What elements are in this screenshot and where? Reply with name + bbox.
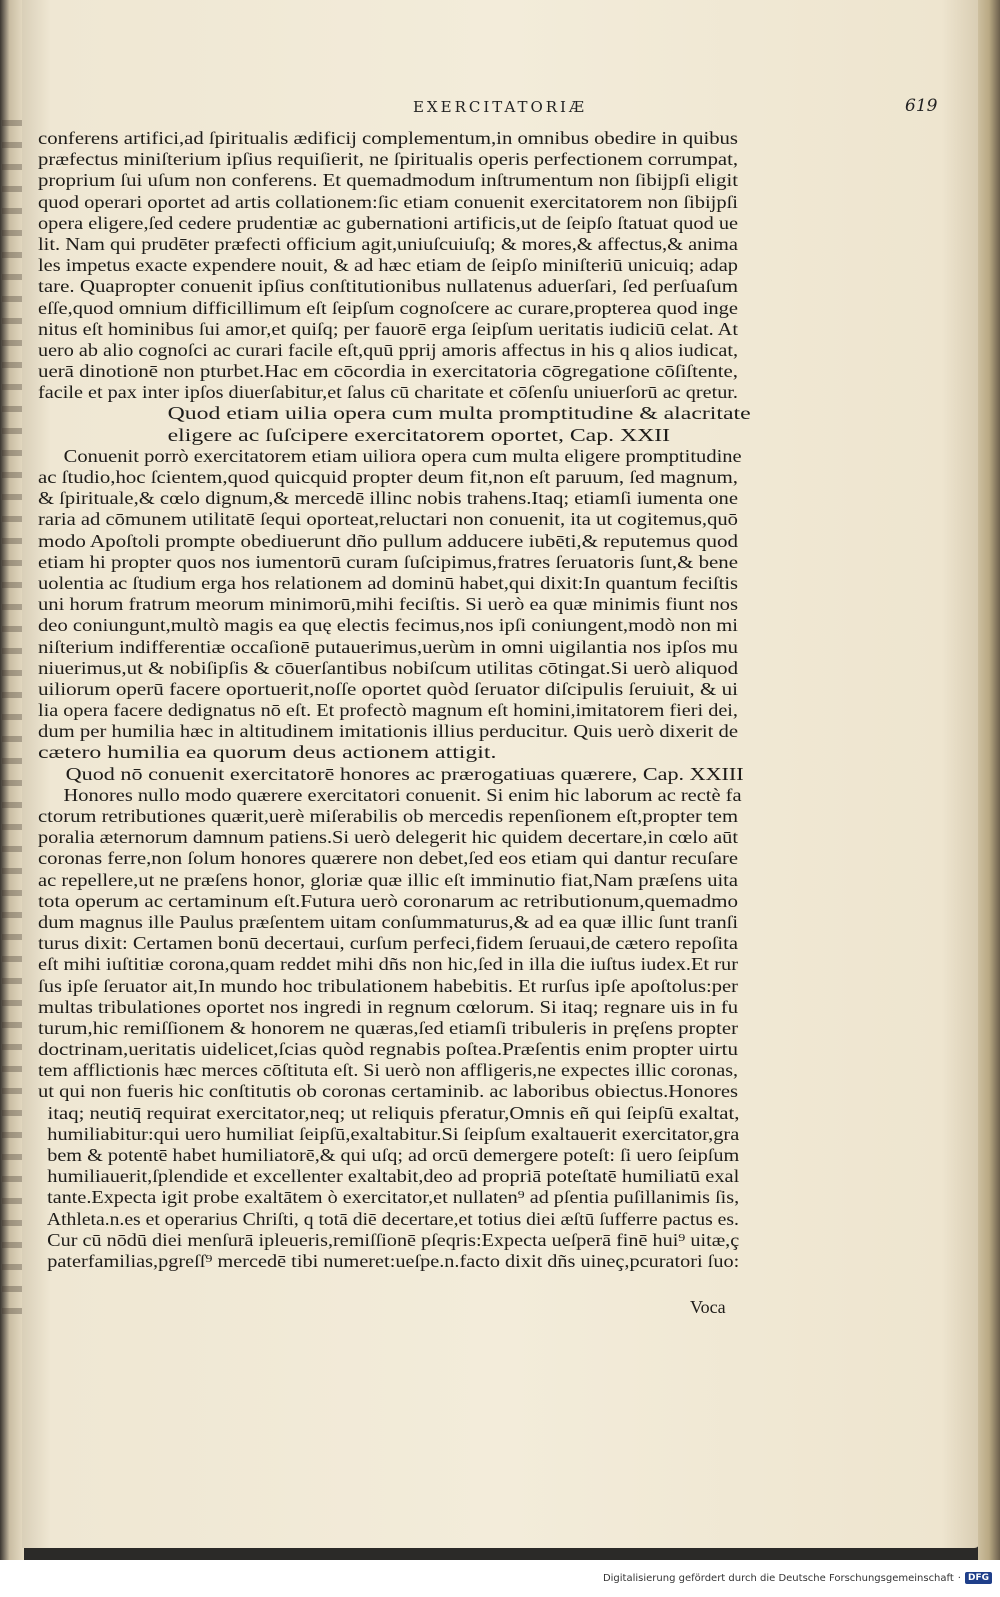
text-line: bem & potentē habet humiliatorē,& qui uſq; ad orcū demergere poteſt: ſi uero ſeipſum xyxy=(47,1145,740,1165)
text-line: Cur cū nōdū diei menſurā ipleueris,remiſſionē pſeqris:Expecta ueſperā finē hui⁹ uitæ,ç xyxy=(47,1229,740,1250)
text-line: ac repellere,ut ne præſens honor, gloriæ quæ illic eſt imminutio fiat,Nam præſens uita xyxy=(38,869,738,890)
text-line: cætero humilia ea quorum deus actionem attigit. xyxy=(38,742,497,763)
text-line: opera eligere,ſed cedere prudentiæ ac gubernationi artificis,ut de ſeipſo ſtatuat quod ue xyxy=(38,212,738,233)
text-line: & ſpirituale,& cœlo dignum,& mercedē illinc nobis trahens.Itaq; etiamſi iumenta one xyxy=(38,488,738,509)
footer-text: Digitalisierung gefördert durch die Deutsche Forschungsgemeinschaft xyxy=(602,1572,954,1584)
text-line: Honores nullo modo quærere exercitatori conuenit. Si enim hic laborum ac rectè fa xyxy=(63,784,742,805)
dfg-logo: DFG xyxy=(965,1572,992,1584)
text-line: modo Apoſtoli prompte obediuerunt dño pullum adducere iubēti,& reputemus quod xyxy=(38,530,738,551)
text-line: uero ab alio cognoſci ac curari facile eſt,quū pprij amoris affectus in his q alios iudicat, xyxy=(38,339,738,360)
text-line: turus dixit: Certamen bonū decertaui, curſum perfeci,fidem ſeruaui,de cætero repoſita xyxy=(38,933,738,954)
text-line: paterfamilias,pgreſſ⁹ mercedē tibi numeret:ueſpe.n.facto dixit dñs uineç,pcuratori ſuo: xyxy=(47,1250,740,1271)
text-line: uerā dinotionē non pturbet.Hac em cōcordia in exercitatoria cōgregatione cōſiſtente, xyxy=(38,361,738,382)
chapter-heading-line: eligere ac ſuſcipere exercitatorem oportet, Cap. XXII xyxy=(167,424,671,445)
left-margin-text xyxy=(2,120,22,1320)
text-line: uiliorum operū facere oportuerit,noſſe oportet quòd ſeruator diſcipulis ſeruiuit, & ui xyxy=(38,678,738,699)
chapter-heading-line: Quod etiam uilia opera cum multa promptitudine & alacritate xyxy=(167,403,751,424)
text-line: proprium ſui uſum non conferens. Et quemadmodum inſtrumentum non ſibijpſi eligit xyxy=(38,170,738,191)
text-line: humiliabitur:qui uero humiliat ſeipſū,exaltabitur.Si ſeipſum exaltauerit exercitator,gra xyxy=(47,1123,740,1144)
right-page-edge xyxy=(978,0,1000,1560)
text-line: etiam hi propter quos nos iumentorū curam ſuſcipimus,fratres ſeruatoris ſunt,& bene xyxy=(38,551,738,572)
text-line: ſus ipſe ſeruator ait,In mundo hoc tribulationem habebitis. Et rurſus ipſe apoſtolus:per xyxy=(38,975,738,996)
text-line: turum,hic remiſſionem & honorem ne quæras,ſed etiamſi tribuleris in pręſens propter xyxy=(38,1017,738,1038)
text-line: deo coniungunt,multò magis ea quę electis fecimus,nos ipſi coniungent,modò non mi xyxy=(38,615,738,636)
text-line: facile et pax inter ipſos diuerſabitur,et ſalus cū charitate et cōſenſu uniuerſorū ac qretur. xyxy=(38,382,738,403)
text-line: ut qui non fueris hic conſtitutis ob coronas certaminib. ac laboribus obiectus.Honores xyxy=(38,1081,738,1102)
text-line: eſſe,quod omnium difficillimum eſt ſeipſum cognoſcere ac curare,propterea quod inge xyxy=(38,297,738,318)
text-line: ctorum retributiones quærit,uerè miſerabilis ob mercedis repenſionem eſt,propter tem xyxy=(38,806,738,826)
text-line: tem afflictionis hæc merces cōſtituta eſt. Si uerò non affligeris,ne expectes illic coronas, xyxy=(38,1060,738,1081)
text-line: præfectus miniſterium ipſius requiſierit, ne ſpiritualis operis perfectionem corrumpat, xyxy=(38,149,738,170)
text-line: Athleta.n.es et operarius Chriſti, q totā diē decertare,et totius diei æſtū ſufferre pactus es. xyxy=(46,1208,739,1229)
text-line: uolentia ac ſtudium erga hos relationem ad dominū habet,qui dixit:In quantum feciſtis xyxy=(38,572,738,593)
text-line: humiliauerit,ſplendide et excellenter exaltabit,deo ad propriā poteſtatē humiliatū exal xyxy=(47,1166,740,1187)
text-line: nitus eſt hominibus ſui amor,et quiſq; per fauorē erga ſeipſum ueritatis iudiciū celat. At xyxy=(38,318,738,339)
text-line: doctrinam,ueritatis uidelicet,ſcias quòd regnabis poſtea.Præſentis enim propter uirtu xyxy=(38,1039,738,1060)
text-line: dum magnus ille Paulus præſentem uitam conſummaturus,& ad ea quæ illic ſunt tranſi xyxy=(38,911,738,932)
text-line: tare. Quapropter conuenit ipſius conſtitutionibus nullatenus aduerſari, ſed perſuaſum xyxy=(38,276,738,297)
text-line: uni horum fratrum meorum minimorū,mihi feciſtis. Si uerò ea quæ minimis fiunt nos xyxy=(38,594,738,615)
text-line: conferens artifici,ad ſpiritualis ædificij complementum,in omnibus obedire in quibus xyxy=(38,128,738,148)
text-line: lia opera facere dedignatus nō eſt. Et profectò magnum eſt homini,imitatorem fieri dei, xyxy=(38,700,738,721)
text-line: lit. Nam qui prudēter præfecti officium agit,uniuſcuiuſq; & mores,& affectus,& anima xyxy=(38,233,738,254)
text-block xyxy=(38,128,751,1272)
text-line: quod operari oportet ad artis collationem:ſic etiam conuenit exercitatorem non ſibijpſi xyxy=(38,191,738,212)
left-page-edge xyxy=(0,0,24,1560)
text-line: Quod nō conuenit exercitatorē honores ac prærogatiuas quærere, Cap. XXIII xyxy=(65,763,744,784)
text-line: niuerimus,ut & nobiſipſis & cōuerſantibus nobiſcum utilitas cōtingat.Si uerò aliquod xyxy=(38,657,738,678)
text-line: tante.Expecta igit probe exaltātem ò exercitator,et nullaten⁹ ad pſentia puſillanimis ſis, xyxy=(47,1187,740,1208)
page-number: 619 xyxy=(905,96,938,116)
text-line: poralia æternorum damnum patiens.Si uerò delegerit hic quidem decertare,in cœlo aūt xyxy=(38,827,739,848)
text-line: eſt mihi iuſtitiæ corona,quam reddet mihi dñs non hic,ſed in illa die iuſtus iudex.Et rur xyxy=(38,954,738,975)
text-line: Conuenit porrò exercitatorem etiam uiliora opera cum multa eligere promptitudine xyxy=(63,445,742,466)
catchword: Voca xyxy=(690,1297,726,1317)
text-line: niſterium indifferentiæ occaſionē putauerimus,uerùm in omni uigilantia nos ipſos mu xyxy=(38,636,738,657)
footer: Digitalisierung gefördert durch die Deutsche Forschungsgemeinschaft · DFG xyxy=(603,1572,992,1584)
text-line: raria ad cōmunem utilitatē ſequi oporteat,reluctari non conuenit, ita ut cogitemus,quō xyxy=(38,509,738,530)
running-head: EXERCITATORIÆ xyxy=(412,98,587,116)
text-line: ac ſtudio,hoc ſcientem,quod quicquid propter deum fit,non eſt paruum, ſed magnum, xyxy=(38,467,738,487)
text-line: les impetus exacte expendere nouit, & ad hæc etiam de ſeipſo miniſteriū unicuiq; adap xyxy=(38,255,738,276)
text-line: itaq; neutiq̄ requirat exercitator,neq; ut reliquis pferatur,Omnis eñ qui ſeipſū exaltat, xyxy=(47,1102,740,1123)
text-line: dum per humilia hæc in altitudinem imitationis illius perducitur. Quis uerò dixerit de xyxy=(38,721,738,742)
text-line: coronas ferre,non ſolum honores quærere non debet,ſed eos etiam qui dantur recuſare xyxy=(38,848,738,869)
text-line: multas tribulationes oportet nos ingredi in regnum cœlorum. Si itaq; regnare uis in fu xyxy=(38,996,738,1017)
text-line: tota operum ac certaminum eſt.Futura uerò coronarum ac retributionum,quemadmo xyxy=(38,890,738,911)
